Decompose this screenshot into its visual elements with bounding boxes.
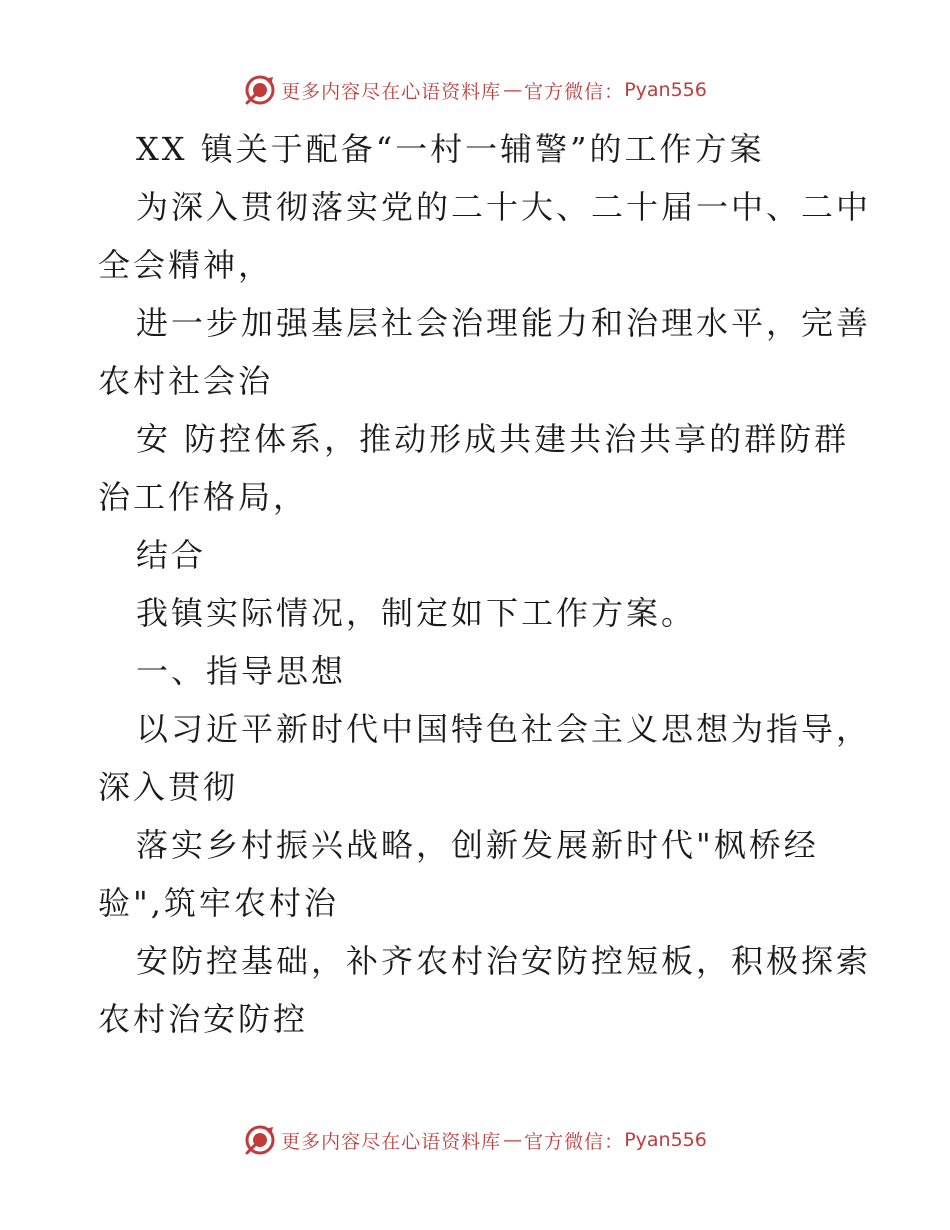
body-line: 治工作格局， (98, 478, 309, 516)
body-line: 落实乡村振兴战略，创新发展新时代"枫桥经 (136, 826, 819, 864)
body-line: 安 防控体系，推动形成共建共治共享的群防群 (136, 420, 850, 458)
pen-circle-logo-icon (243, 73, 277, 107)
header-watermark (0, 70, 950, 110)
watermark-separator: — (503, 1129, 523, 1151)
watermark-contact-id: Pyan556 (624, 1129, 707, 1151)
body-line: 我镇实际情况，制定如下工作方案。 (136, 594, 697, 632)
body-line: 以习近平新时代中国特色社会主义思想为指导， (136, 710, 872, 748)
document-body (98, 120, 872, 1048)
watermark-contact-id: Pyan556 (624, 79, 707, 101)
watermark-separator: — (503, 79, 523, 101)
watermark-contact-text: 官方微信： (524, 1130, 625, 1153)
body-line: XX 镇关于配备“一村一辅警”的工作方案 (136, 130, 765, 168)
section-heading: 一、指导思想 (136, 652, 347, 690)
watermark-site-text: 更多内容尽在心语资料库 (281, 1130, 502, 1153)
body-line: 全会精神， (98, 246, 274, 284)
body-line: 农村社会治 (98, 362, 274, 400)
body-line: 进一步加强基层社会治理能力和治理水平，完善 (136, 304, 872, 342)
body-line: 为深入贯彻落实党的二十大、二十届一中、二中 (136, 188, 872, 226)
watermark-site-text: 更多内容尽在心语资料库 (281, 80, 502, 103)
body-line: 农村治安防控 (98, 1000, 309, 1038)
body-line: 结合 (136, 536, 207, 574)
pen-circle-logo-icon (243, 1123, 277, 1157)
footer-watermark (0, 1120, 950, 1160)
body-line: 安防控基础，补齐农村治安防控短板，积极探索 (136, 942, 872, 980)
body-line: 深入贯彻 (98, 768, 239, 806)
watermark-contact-text: 官方微信： (524, 80, 625, 103)
body-line: 验",筑牢农村治 (98, 884, 339, 922)
